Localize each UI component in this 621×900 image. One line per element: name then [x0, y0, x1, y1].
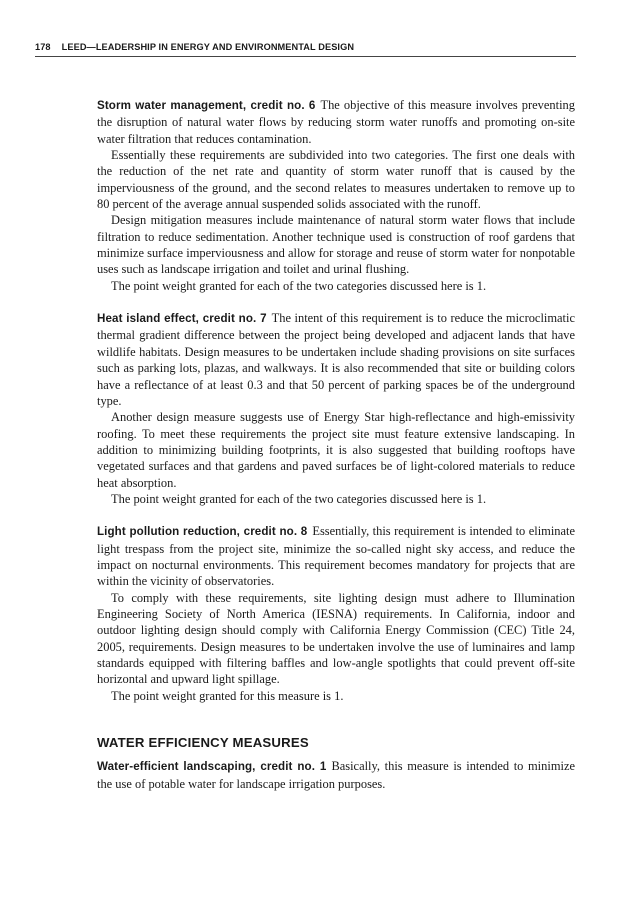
storm-water-paragraph-1: [97, 97, 575, 147]
heat-island-heading: Heat island effect, credit no. 7: [97, 312, 267, 326]
light-pollution-paragraph-2: To comply with these requirements, site lighting design must adhere to Illumination Engineering Society of North America (IESNA) requirements. In California, indoor and outdoor lighting design should comply with California Energy Commission (CEC) Title 24, 2005, requirements. Design measures to be undertaken involve the use of luminaires and lamp standards equipped with filtering baffles and low-angle spotlights that could prevent off-site horizontal and upward light spillage.: [97, 590, 575, 687]
heat-island-paragraph-1: [97, 310, 575, 409]
light-pollution-paragraph-3: The point weight granted for this measure is 1.: [111, 688, 344, 703]
paragraph-text: The objective of this measure involves preventing the disruption of natural water flows by reducing storm water runoffs and promoting on-site water filtration that reduces contamination.: [97, 98, 575, 146]
heat-island-paragraph-3: The point weight granted for each of the two categories discussed here is 1.: [111, 491, 487, 506]
running-title: LEED—LEADERSHIP IN ENERGY AND ENVIRONMENTAL DESIGN: [61, 42, 355, 52]
storm-water-paragraph-4: The point weight granted for each of the two categories discussed here is 1.: [111, 278, 487, 293]
header-rule: [35, 56, 576, 57]
heat-island-paragraph-2: Another design measure suggests use of Energy Star high-reflectance and high-emissivity roofing. To meet these requirements the project site must feature extensive landscaping. In addition to minimizing building footprints, it is also suggested that building rooftops have vegetated surfaces and that gardens and paved surfaces be of light-colored materials to reduce heat absorption.: [97, 410, 575, 490]
running-header: [35, 42, 575, 52]
paragraph-text: Essentially, this requirement is intended to eliminate light trespass from the project site, minimize the so-called night sky access, and reduce the impact on nocturnal environments. This requirement becomes mandatory for projects that are within the vicinity of observatories.: [97, 524, 575, 589]
paragraph-text: The intent of this requirement is to reduce the microclimatic thermal gradient difference between the project being developed and adjacent lands that have wildlife habitats. Design measures to be undertaken include shading provisions on site surfaces such as parking lots, plazas, and walkways. It is also recommended that site or building colors have a reflectance of at least 0.3 and that 50 percent of parking spaces be of the underground type.: [97, 311, 575, 408]
water-efficiency-section-title: WATER EFFICIENCY MEASURES: [97, 735, 309, 751]
paragraph-text: Basically, this measure is intended to minimize the use of potable water for landscape irrigation purposes.: [97, 759, 575, 791]
storm-water-paragraph-2: Essentially these requirements are subdivided into two categories. The first one deals with the reduction of the net rate and quantity of storm water runoff that is caused by the imperviousness of the ground, and the second relates to measures undertaken to remove up to 80 percent of the average annual suspended solids associated with the runoff.: [97, 148, 575, 212]
storm-water-paragraph-3: Design mitigation measures include maintenance of natural storm water flows that include filtration to reduce sedimentation. Another technique used is construction of roof gardens that minimize surface imperviousness and allow for storage and reuse of storm water for nonpotable uses such as landscape irrigation and toilet and urinal flushing.: [97, 213, 575, 277]
light-pollution-paragraph-1: [97, 523, 575, 589]
water-efficiency-paragraph-1: [97, 758, 575, 792]
water-efficient-landscaping-heading: Water-efficient landscaping, credit no. 1: [97, 760, 327, 774]
body-text: [97, 97, 575, 792]
page-number: 178: [35, 42, 51, 52]
light-pollution-heading: Light pollution reduction, credit no. 8: [97, 525, 308, 539]
storm-water-heading: Storm water management, credit no. 6: [97, 99, 316, 112]
